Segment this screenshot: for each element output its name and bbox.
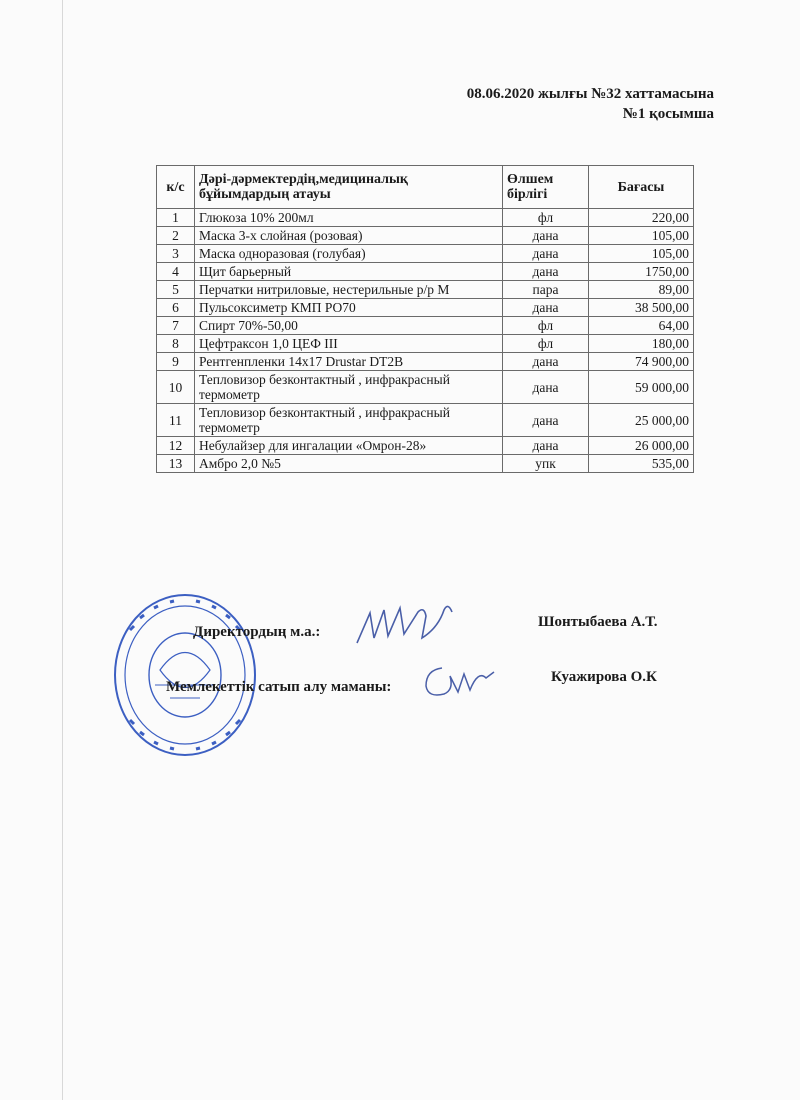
row-name: Небулайзер для ингалации «Омрон-28» bbox=[195, 437, 503, 455]
row-number: 6 bbox=[157, 299, 195, 317]
row-price: 25 000,00 bbox=[589, 404, 694, 437]
director-name: Шонтыбаева А.Т. bbox=[538, 614, 658, 630]
row-price: 74 900,00 bbox=[589, 353, 694, 371]
row-unit: дана bbox=[503, 437, 589, 455]
row-name: Цефтраксон 1,0 ЦЕФ III bbox=[195, 335, 503, 353]
row-number: 3 bbox=[157, 245, 195, 263]
header-protocol-line: 08.06.2020 жылғы №32 хаттамасына bbox=[466, 86, 714, 102]
row-name: Спирт 70%-50,00 bbox=[195, 317, 503, 335]
col-header-unit: Өлшем бірлігі bbox=[503, 166, 589, 209]
row-name: Рентгенпленки 14х17 Drustar DT2B bbox=[195, 353, 503, 371]
row-number: 2 bbox=[157, 227, 195, 245]
row-price: 220,00 bbox=[589, 209, 694, 227]
specialist-name: Куажирова О.К bbox=[551, 669, 657, 685]
row-name: Глюкоза 10% 200мл bbox=[195, 209, 503, 227]
row-name: Амбро 2,0 №5 bbox=[195, 455, 503, 473]
row-number: 1 bbox=[157, 209, 195, 227]
row-price: 1750,00 bbox=[589, 263, 694, 281]
row-number: 5 bbox=[157, 281, 195, 299]
row-price: 38 500,00 bbox=[589, 299, 694, 317]
row-name: Тепловизор безконтактный , инфракрасный термометр bbox=[195, 404, 503, 437]
row-unit: дана bbox=[503, 227, 589, 245]
row-price: 26 000,00 bbox=[589, 437, 694, 455]
row-unit: дана bbox=[503, 371, 589, 404]
row-unit: упк bbox=[503, 455, 589, 473]
row-number: 8 bbox=[157, 335, 195, 353]
row-unit: дана bbox=[503, 299, 589, 317]
row-number: 12 bbox=[157, 437, 195, 455]
row-unit: фл bbox=[503, 209, 589, 227]
row-unit: фл bbox=[503, 335, 589, 353]
row-unit: дана bbox=[503, 353, 589, 371]
row-price: 105,00 bbox=[589, 227, 694, 245]
col-header-price: Бағасы bbox=[589, 166, 694, 209]
row-unit: пара bbox=[503, 281, 589, 299]
row-number: 4 bbox=[157, 263, 195, 281]
specialist-label: Мемлекеттік сатып алу маманы: bbox=[166, 679, 392, 695]
row-name: Маска одноразовая (голубая) bbox=[195, 245, 503, 263]
row-price: 535,00 bbox=[589, 455, 694, 473]
col-header-name: Дәрі-дәрмектердің,медициналық бұйымдардың атауы bbox=[195, 166, 503, 209]
row-unit: дана bbox=[503, 263, 589, 281]
row-name: Маска 3-х слойная (розовая) bbox=[195, 227, 503, 245]
row-price: 59 000,00 bbox=[589, 371, 694, 404]
row-name: Щит барьерный bbox=[195, 263, 503, 281]
row-price: 180,00 bbox=[589, 335, 694, 353]
director-label: Директордың м.а.: bbox=[193, 624, 321, 640]
specialist-signature-icon bbox=[420, 660, 500, 702]
row-price: 64,00 bbox=[589, 317, 694, 335]
row-name: Тепловизор безконтактный , инфракрасный термометр bbox=[195, 371, 503, 404]
header-annex-line: №1 қосымша bbox=[622, 106, 714, 122]
director-signature-icon bbox=[352, 598, 462, 648]
row-unit: фл bbox=[503, 317, 589, 335]
row-unit: дана bbox=[503, 404, 589, 437]
official-stamp-icon bbox=[110, 590, 260, 760]
row-name: Пульсоксиметр КМП РО70 bbox=[195, 299, 503, 317]
row-number: 9 bbox=[157, 353, 195, 371]
row-price: 105,00 bbox=[589, 245, 694, 263]
row-number: 13 bbox=[157, 455, 195, 473]
row-number: 10 bbox=[157, 371, 195, 404]
row-number: 11 bbox=[157, 404, 195, 437]
row-name: Перчатки нитриловые, нестерильные р/р М bbox=[195, 281, 503, 299]
row-number: 7 bbox=[157, 317, 195, 335]
row-price: 89,00 bbox=[589, 281, 694, 299]
row-unit: дана bbox=[503, 245, 589, 263]
col-header-number: к/с bbox=[157, 166, 195, 209]
